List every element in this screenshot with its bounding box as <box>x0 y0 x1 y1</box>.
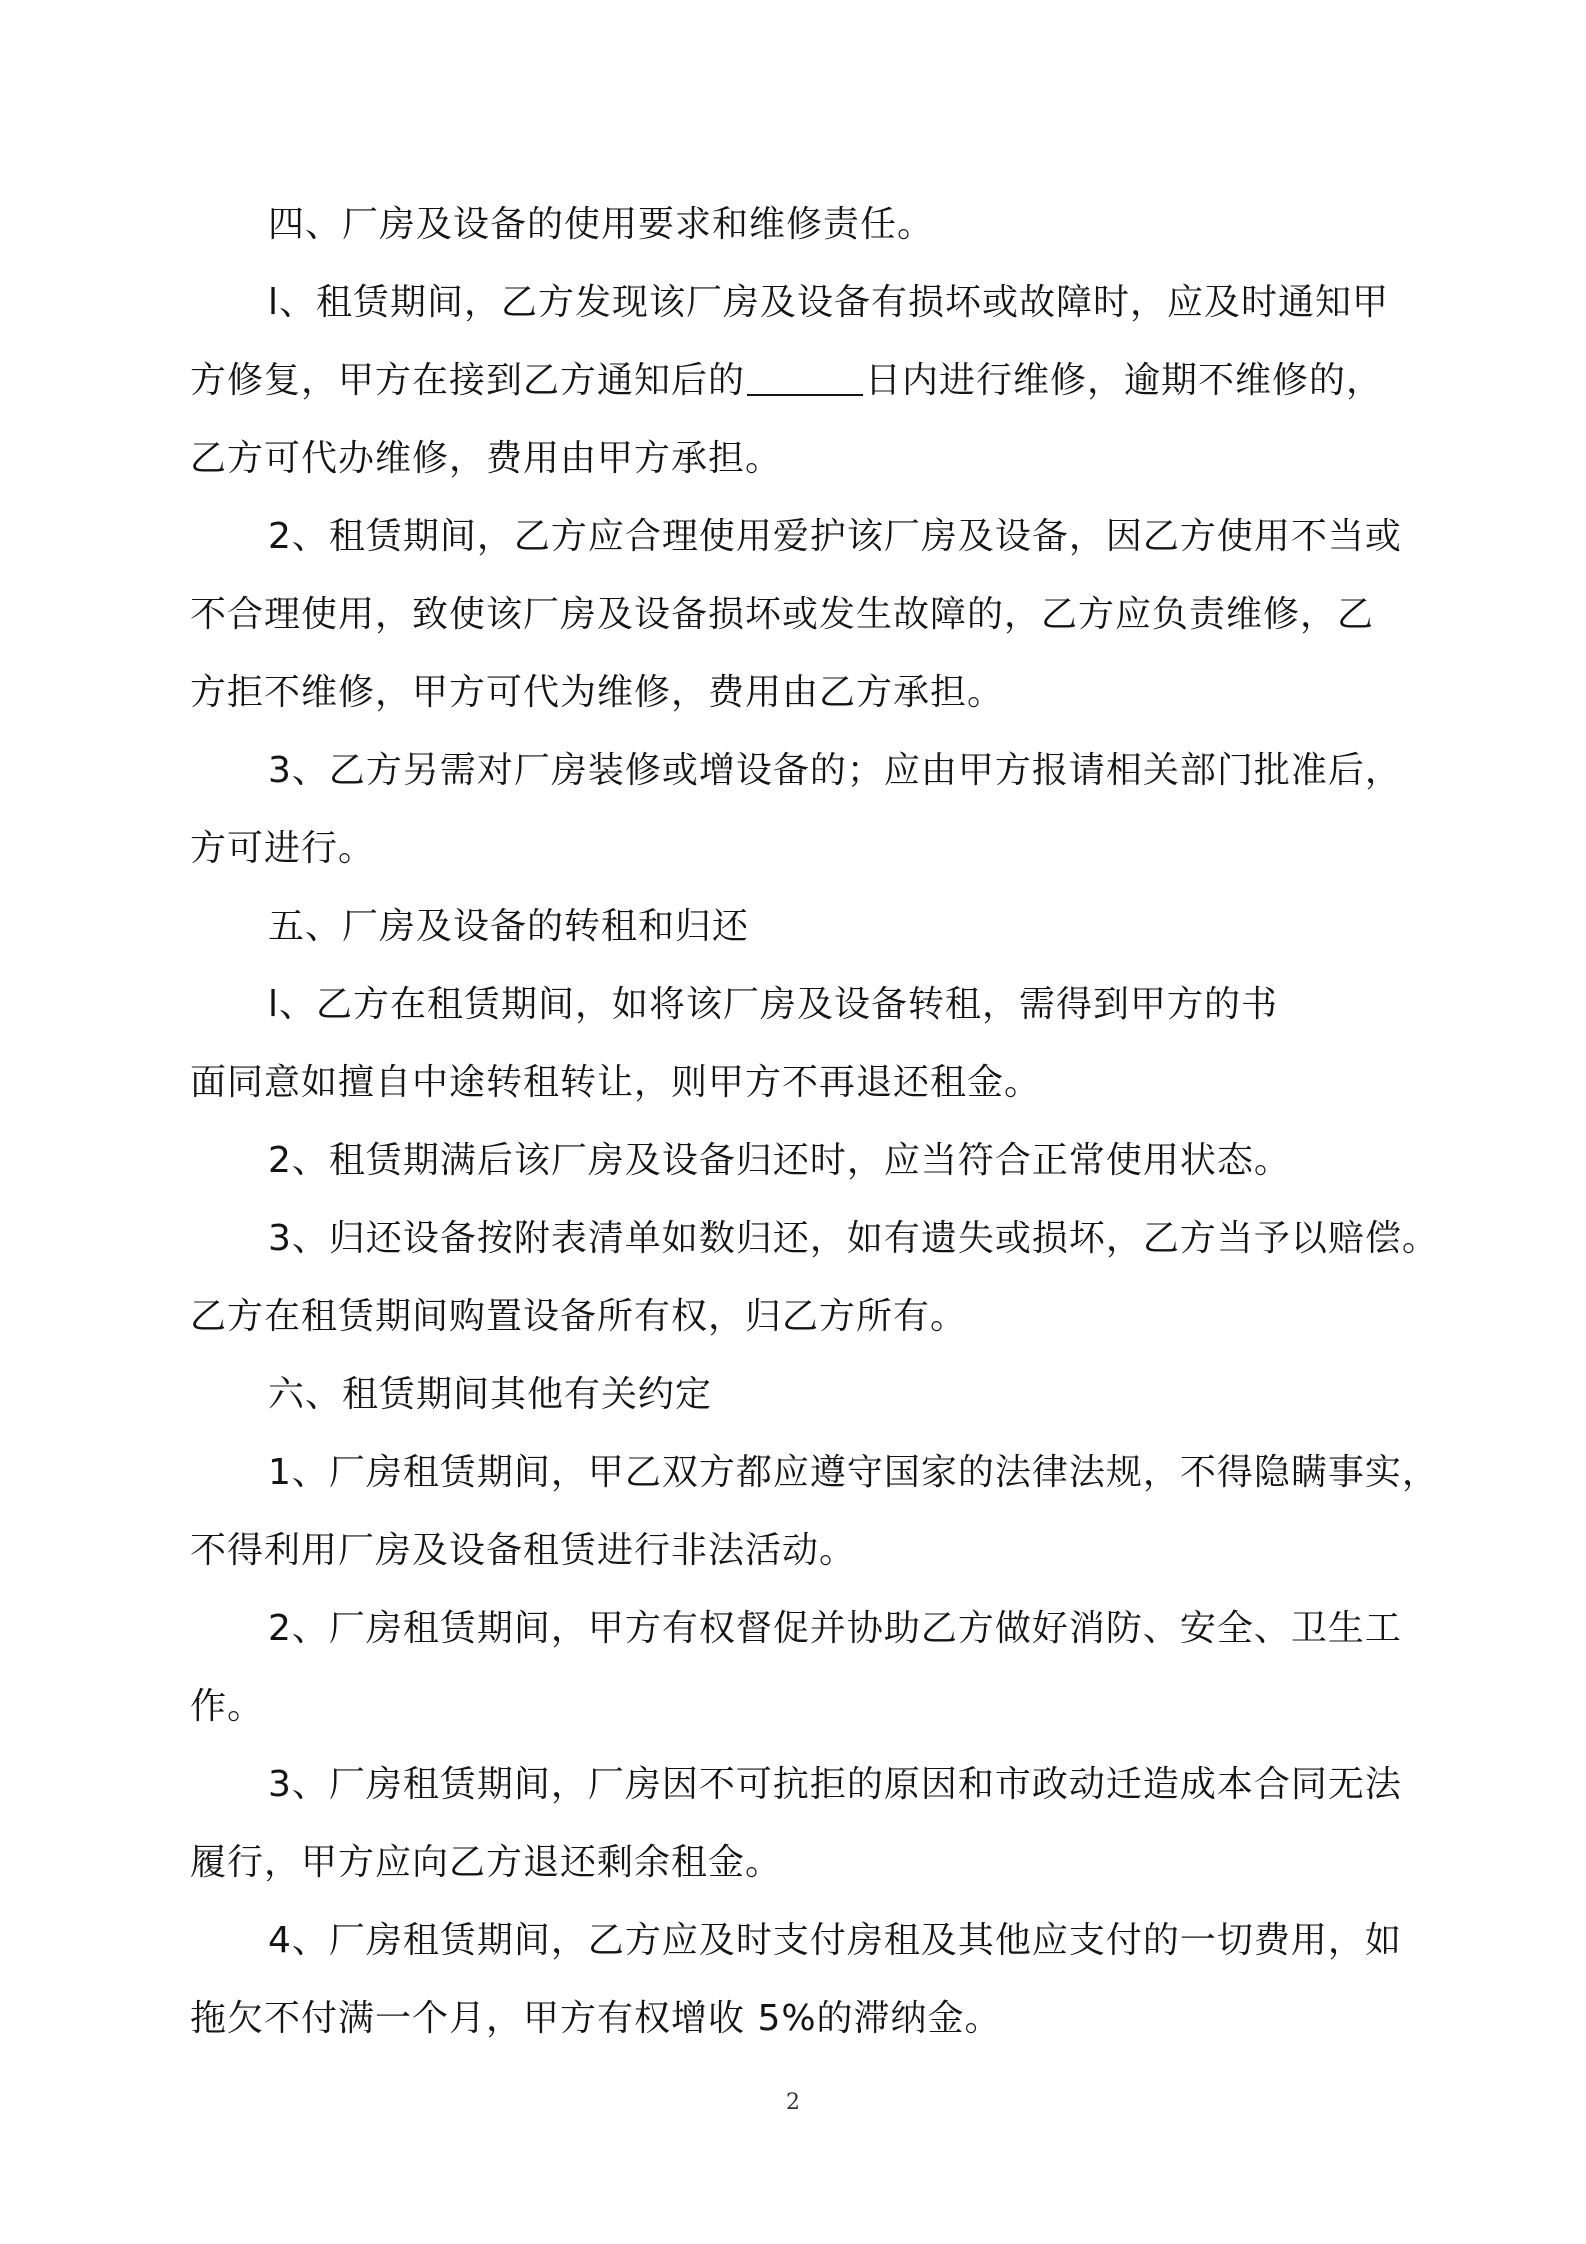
clause-4-2-line-1: 2、租赁期间，乙方应合理使用爱护该厂房及设备，因乙方使用不当或 <box>268 516 1402 557</box>
clause-6-3-line-2: 履行，甲方应向乙方退还剩余租金。 <box>190 1842 783 1883</box>
clause-4-1-line-2 <box>190 351 1383 411</box>
section-heading-5: 五、厂房及设备的转租和归还 <box>268 906 750 947</box>
clause-6-2-line-2: 作。 <box>190 1686 265 1727</box>
clause-5-3-line-1: 3、归还设备按附表清单如数归还，如有遗失或损坏，乙方当予以赔偿。 <box>268 1218 1439 1259</box>
clause-5-2: 2、租赁期满后该厂房及设备归还时，应当符合正常使用状态。 <box>268 1140 1291 1181</box>
clause-4-2-line-2: 不合理使用，致使该厂房及设备损坏或发生故障的，乙方应负责维修，乙 <box>190 594 1375 635</box>
clause-5-1-line-2: 面同意如擅自中途转租转让，则甲方不再退还租金。 <box>190 1062 1042 1103</box>
clause-5-1-line-1: l、乙方在租赁期间，如将该厂房及设备转租，需得到甲方的书 <box>268 984 1279 1025</box>
clause-4-1-line-1: l、租赁期间，乙方发现该厂房及设备有损坏或故障时，应及时通知甲 <box>268 282 1390 323</box>
clause-4-1-line-3: 乙方可代办维修，费用由甲方承担。 <box>190 438 783 479</box>
clause-6-1-line-2: 不得利用厂房及设备租赁进行非法活动。 <box>190 1530 857 1571</box>
clause-6-4-line-2: 拖欠不付满一个月，甲方有权增收 5%的滞纳金。 <box>190 1998 1002 2039</box>
clause-4-1-text-before-blank: 方修复，甲方在接到乙方通知后的 <box>190 360 746 401</box>
section-heading-4: 四、厂房及设备的使用要求和维修责任。 <box>268 204 935 245</box>
clause-4-3-line-1: 3、乙方另需对厂房装修或增设备的；应由甲方报请相关部门批准后， <box>268 750 1402 791</box>
clause-6-2-line-1: 2、厂房租赁期间，甲方有权督促并协助乙方做好消防、安全、卫生工 <box>268 1608 1402 1649</box>
section-heading-6: 六、租赁期间其他有关约定 <box>268 1374 713 1415</box>
clause-4-3-line-2: 方可进行。 <box>190 828 376 869</box>
fill-in-blank-days <box>747 354 863 396</box>
page-number: 2 <box>786 2090 800 2115</box>
clause-4-2-line-3: 方拒不维修，甲方可代为维修，费用由乙方承担。 <box>190 672 1005 713</box>
clause-4-1-text-after-blank: 日内进行维修，逾期不维修的， <box>865 360 1384 401</box>
clause-5-3-line-2: 乙方在租赁期间购置设备所有权，归乙方所有。 <box>190 1296 968 1337</box>
clause-6-3-line-1: 3、厂房租赁期间，厂房因不可抗拒的原因和市政动迁造成本合同无法 <box>268 1764 1402 1805</box>
clause-6-4-line-1: 4、厂房租赁期间，乙方应及时支付房租及其他应支付的一切费用，如 <box>268 1920 1402 1961</box>
clause-6-1-line-1: 1、厂房租赁期间，甲乙双方都应遵守国家的法律法规，不得隐瞒事实， <box>268 1452 1439 1493</box>
